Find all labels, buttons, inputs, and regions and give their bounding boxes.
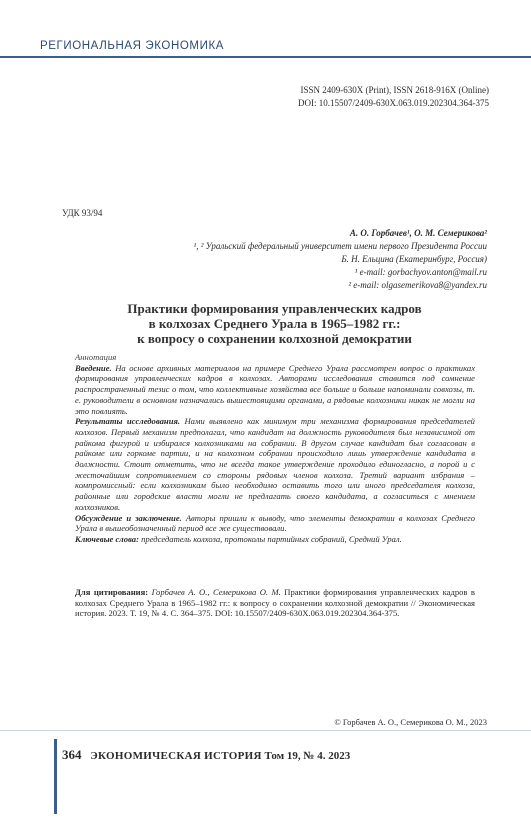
citation-block — [75, 587, 475, 619]
title-line-1: Практики формирования управленческих кадров — [127, 301, 422, 316]
footer-accent-bar — [54, 739, 57, 814]
citation-authors: Горбачев А. О., Семерикова О. М. — [151, 587, 281, 597]
affiliation-line-2: Б. Н. Ельцина (Екатеринбург, Россия) — [341, 254, 487, 264]
intro-heading: Введение. — [75, 362, 112, 373]
affiliation-line-1: ¹, ² Уральский федеральный университет имени первого Президента России — [193, 241, 487, 251]
journal-name: ЭКОНОМИЧЕСКАЯ ИСТОРИЯ — [90, 750, 262, 762]
results-text: Нами выявлено как минимум три механизма формирования председателей колхозов. Первый механизм предполагал, что кандидат на должность руководителя был независимой от райкома фигурой и избирался колхозниками на собрании. В другом случае кандидат был согласован в райкоме или горкоме партии, и на колхозном собрании происходило лишь утверждение кандидата в должности. Стоит отметить, что не всегда такое утверждение проходило единогласно, а порой и с жесточайшим сопротивлением со стороны рядовых членов колхоза. Третий вариант избрания – компромиссный: если колхозникам было необходимо оставить того или иного председателя колхоза, районные или городские власти могли не предлагать своего кандидата, а согласиться с мнением колхозников. — [75, 416, 475, 512]
abstract-conclusion — [75, 513, 475, 534]
copyright: © Горбачев А. О., Семерикова О. М., 2023 — [334, 717, 487, 727]
doi-line: DOI: 10.15507/2409-630X.063.019.202304.364-375 — [298, 98, 489, 108]
authors-block — [194, 227, 487, 292]
abstract-label: Аннотация — [75, 352, 117, 362]
author-email-2: ² e-mail: olgasemerikova8@yandex.ru — [348, 280, 487, 290]
author-email-1: ¹ e-mail: gorbachyov.anton@mail.ru — [354, 267, 487, 277]
udk-code: УДК 93/94 — [62, 208, 103, 218]
page-footer — [62, 747, 350, 763]
title-line-3: к вопросу о сохранении колхозной демократии — [137, 331, 412, 346]
journal-issue: Том 19, № 4. 2023 — [264, 750, 351, 762]
abstract-intro — [75, 363, 475, 417]
citation-text: Практики формирования управленческих кадров в колхозах Среднего Урала в 1965–1982 гг.: к вопросу о сохранении колхозной демократии // Экономическая история. 2023. Т. 19, № 4. С. 364–375. DOI: 10.15507/2409-630X.063.019.202304.364-375. — [75, 587, 475, 619]
keywords-text: председатель колхоза, протоколы партийных собраний, Средний Урал. — [141, 533, 402, 544]
abstract-results — [75, 416, 475, 512]
issn-block — [298, 84, 489, 110]
author-names: А. О. Горбачев¹, О. М. Семерикова² — [349, 228, 487, 238]
results-heading: Результаты исследования. — [75, 416, 181, 427]
conclusion-text: Авторы пришли к выводу, что элементы демократии в колхозах Среднего Урала в вышеобозначенный период все же существовали. — [75, 512, 475, 534]
intro-text: На основе архивных материалов на примере Среднего Урала рассмотрен вопрос о практиках формирования управленческих кадров в колхозах. Авторами исследования ставится под сомнение распространенный тезис о том, что коллективные хозяйства все больше и больше напоминали совхозы, т. е. руководители в основном назначались вышестоящими органами, а рядовые колхозники никак не могли на это повлиять. — [75, 362, 476, 416]
page-number: 364 — [62, 747, 82, 762]
issn-line: ISSN 2409-630X (Print), ISSN 2618-916X (Online) — [300, 85, 489, 95]
conclusion-heading: Обсуждение и заключение. — [75, 512, 182, 523]
footer-rule — [0, 730, 531, 731]
article-title — [62, 301, 487, 346]
section-title: РЕГИОНАЛЬНАЯ ЭКОНОМИКА — [40, 40, 225, 52]
keywords-heading: Ключевые слова: — [75, 533, 139, 544]
title-line-2: в колхозах Среднего Урала в 1965–1982 гг.: — [148, 316, 401, 331]
abstract-keywords — [75, 534, 475, 545]
abstract — [75, 352, 475, 545]
header-rule — [0, 56, 531, 58]
citation-heading: Для цитирования: — [75, 587, 149, 597]
